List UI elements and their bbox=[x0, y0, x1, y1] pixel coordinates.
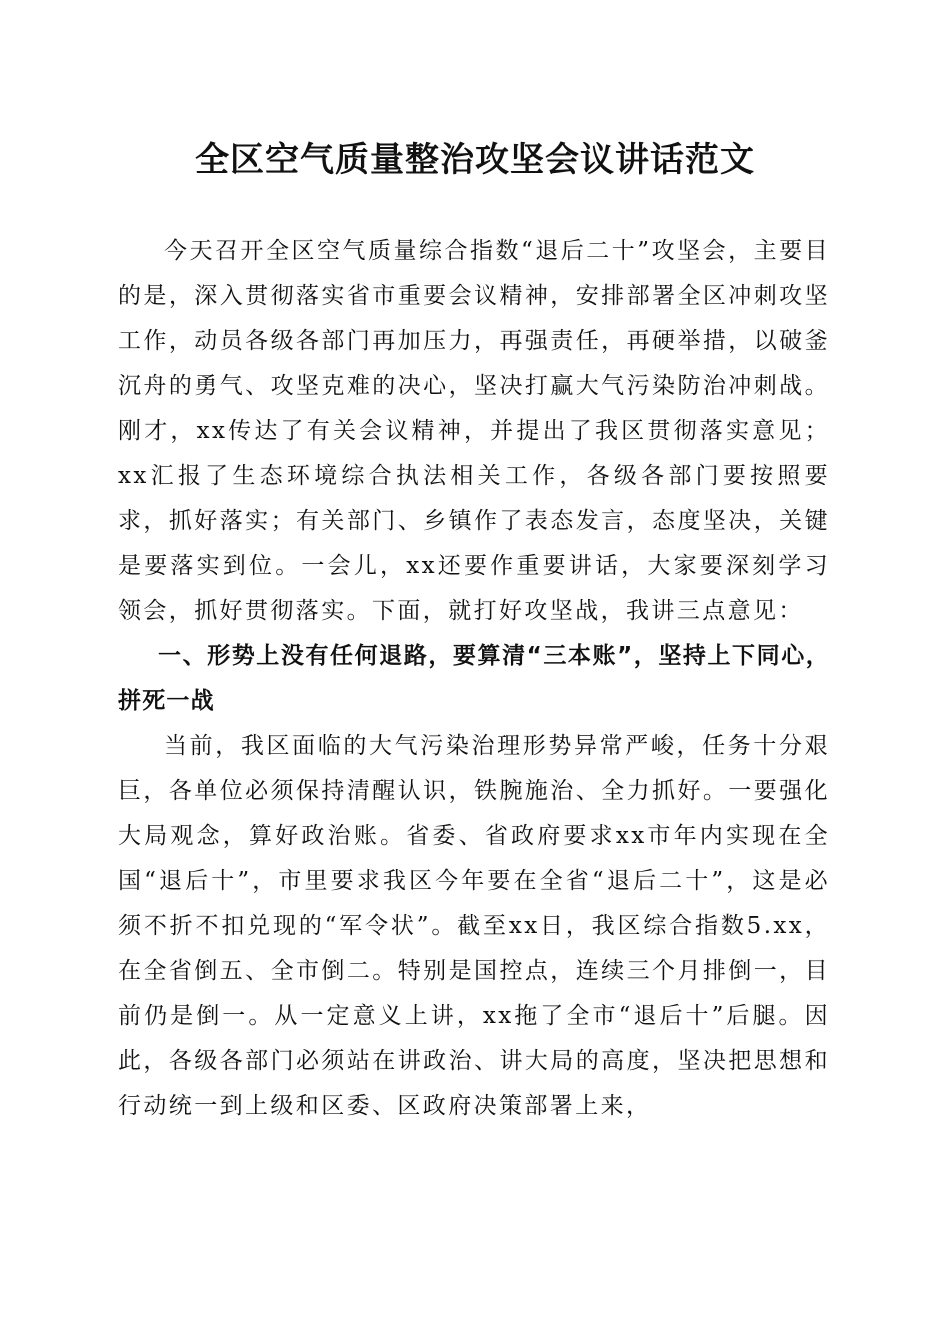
intro-paragraph: 今天召开全区空气质量综合指数“退后二十”攻坚会，主要目的是，深入贯彻落实省市重要会议精神，安排部署全区冲刺攻坚工作，动员各级各部门再加压力，再强责任，再硬举措，以破釜沉舟的勇气、攻坚克难的决心，坚决打赢大气污染防治冲刺战。刚才，xx传达了有关会议精神，并提出了我区贯彻落实意见；xx汇报了生态环境综合执法相关工作，各级各部门要按照要求，抓好落实；有关部门、乡镇作了表态发言，态度坚决，关键是要落实到位。一会儿，xx还要作重要讲话，大家要深刻学习领会，抓好贯彻落实。下面，就打好攻坚战，我讲三点意见： bbox=[118, 238, 830, 624]
section-1-paragraph: 当前，我区面临的大气污染治理形势异常严峻，任务十分艰巨，各单位必须保持清醒认识，铁腕施治、全力抓好。一要强化大局观念，算好政治账。省委、省政府要求xx市年内实现在全国“退后十”，市里要求我区今年要在全省“退后二十”，这是必须不折不扣兑现的“军令状”。截至xx日，我区综合指数5.xx，在全省倒五、全市倒二。特别是国控点，连续三个月排倒一，目前仍是倒一。从一定意义上讲，xx拖了全市“退后十”后腿。因此，各级各部门必须站在讲政治、讲大局的高度，坚决把思想和行动统一到上级和区委、区政府决策部署上来， bbox=[118, 733, 830, 1119]
document-body bbox=[118, 229, 830, 1129]
section-1-heading: 一、形势上没有任何退路，要算清“三本账”，坚持上下同心，拼死一战 bbox=[118, 643, 830, 714]
document-title: 全区空气质量整治攻坚会议讲话范文 bbox=[195, 140, 755, 180]
